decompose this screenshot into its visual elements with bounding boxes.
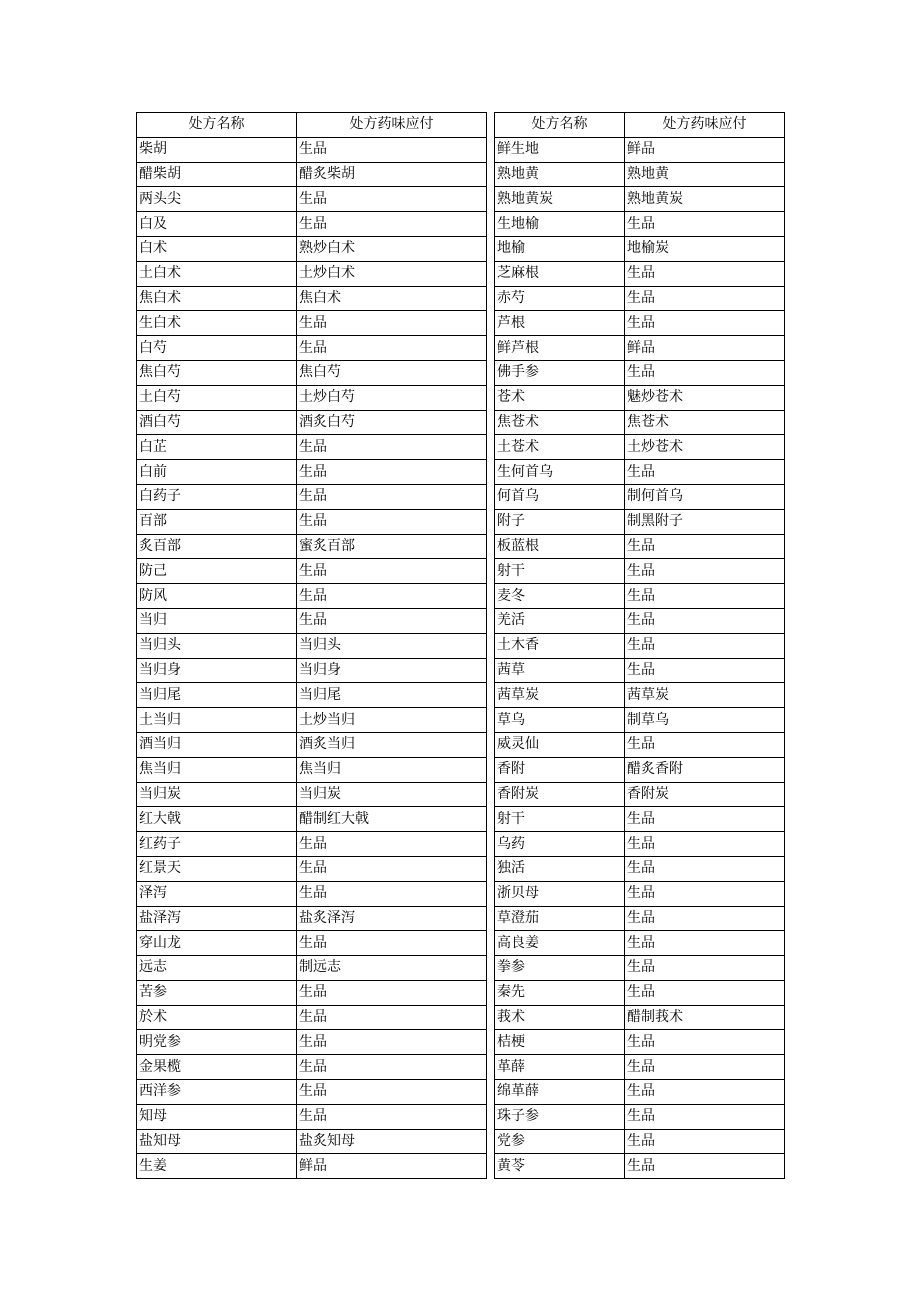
dispensed-herb-cell: 生品 [625, 559, 785, 584]
right-table-body [495, 137, 785, 1178]
table-row [137, 906, 487, 931]
table-header-row [137, 113, 487, 138]
table-row [137, 1030, 487, 1055]
dispensed-herb-cell: 地榆炭 [625, 236, 785, 261]
dispensed-herb-cell: 生品 [297, 1005, 487, 1030]
prescription-name-cell: 黄苓 [495, 1154, 625, 1179]
prescription-name-cell: 当归身 [137, 658, 297, 683]
table-row [137, 1104, 487, 1129]
table-row [495, 1080, 785, 1105]
dispensed-herb-cell: 生品 [625, 856, 785, 881]
table-row [137, 732, 487, 757]
table-row [495, 807, 785, 832]
table-row [495, 360, 785, 385]
table-row [495, 1030, 785, 1055]
prescription-name-cell: 赤芍 [495, 286, 625, 311]
table-row [495, 385, 785, 410]
dispensed-herb-cell: 茜草炭 [625, 683, 785, 708]
header-dispensed-herb: 处方药味应付 [625, 113, 785, 138]
dispensed-herb-cell: 鲜品 [625, 336, 785, 361]
prescription-name-cell: 白芍 [137, 336, 297, 361]
table-row [495, 658, 785, 683]
table-row [495, 931, 785, 956]
dispensed-herb-cell: 生品 [625, 1080, 785, 1105]
dispensed-herb-cell: 熟地黄炭 [625, 187, 785, 212]
table-row [495, 906, 785, 931]
table-row [137, 1129, 487, 1154]
prescription-name-cell: 茜草 [495, 658, 625, 683]
dispensed-herb-cell: 醋制莪术 [625, 1005, 785, 1030]
dispensed-herb-cell: 当归尾 [297, 683, 487, 708]
dispensed-herb-cell: 醋制红大戟 [297, 807, 487, 832]
prescription-name-cell: 金果榄 [137, 1055, 297, 1080]
table-row [495, 832, 785, 857]
dispensed-herb-cell: 生品 [297, 559, 487, 584]
prescription-name-cell: 苍术 [495, 385, 625, 410]
dispensed-herb-cell: 盐炙泽泻 [297, 906, 487, 931]
prescription-name-cell: 羌活 [495, 608, 625, 633]
prescription-name-cell: 芦根 [495, 311, 625, 336]
prescription-name-cell: 柴胡 [137, 137, 297, 162]
dispensed-herb-cell: 鲜品 [625, 137, 785, 162]
dispensed-herb-cell: 生品 [625, 931, 785, 956]
prescription-name-cell: 高良姜 [495, 931, 625, 956]
dispensed-herb-cell: 生品 [625, 360, 785, 385]
prescription-name-cell: 珠子参 [495, 1104, 625, 1129]
dispensed-herb-cell: 生品 [297, 311, 487, 336]
table-row [137, 435, 487, 460]
prescription-name-cell: 醋柴胡 [137, 162, 297, 187]
prescription-name-cell: 土当归 [137, 708, 297, 733]
prescription-name-cell: 秦先 [495, 980, 625, 1005]
left-prescription-table [136, 112, 487, 1179]
prescription-name-cell: 当归炭 [137, 782, 297, 807]
table-row [137, 1080, 487, 1105]
prescription-name-cell: 党参 [495, 1129, 625, 1154]
prescription-name-cell: 生何首乌 [495, 460, 625, 485]
table-row [495, 137, 785, 162]
table-row [495, 683, 785, 708]
table-row [137, 534, 487, 559]
prescription-name-cell: 生白术 [137, 311, 297, 336]
prescription-name-cell: 防风 [137, 584, 297, 609]
dispensed-herb-cell: 生品 [297, 435, 487, 460]
dispensed-herb-cell: 焦白术 [297, 286, 487, 311]
prescription-name-cell: 射干 [495, 559, 625, 584]
table-row [137, 856, 487, 881]
prescription-name-cell: 莪术 [495, 1005, 625, 1030]
prescription-name-cell: 酒白芍 [137, 410, 297, 435]
table-row [137, 261, 487, 286]
prescription-name-cell: 拳参 [495, 956, 625, 981]
dispensed-herb-cell: 生品 [297, 856, 487, 881]
table-row [495, 212, 785, 237]
prescription-name-cell: 浙贝母 [495, 881, 625, 906]
prescription-name-cell: 红景天 [137, 856, 297, 881]
dispensed-herb-cell: 生品 [625, 956, 785, 981]
prescription-name-cell: 白药子 [137, 484, 297, 509]
header-dispensed-herb: 处方药味应付 [297, 113, 487, 138]
table-row [495, 534, 785, 559]
table-row [137, 807, 487, 832]
prescription-name-cell: 土白术 [137, 261, 297, 286]
dispensed-herb-cell: 生品 [625, 832, 785, 857]
table-row [495, 1005, 785, 1030]
table-row [495, 559, 785, 584]
dispensed-herb-cell: 生品 [625, 1129, 785, 1154]
table-row [495, 1154, 785, 1179]
table-row [495, 732, 785, 757]
dispensed-herb-cell: 生品 [297, 931, 487, 956]
table-row [137, 1154, 487, 1179]
table-row [137, 385, 487, 410]
prescription-name-cell: 独活 [495, 856, 625, 881]
table-row [495, 410, 785, 435]
prescription-name-cell: 射干 [495, 807, 625, 832]
prescription-name-cell: 土苍术 [495, 435, 625, 460]
prescription-name-cell: 焦苍术 [495, 410, 625, 435]
dispensed-herb-cell: 生品 [297, 509, 487, 534]
prescription-name-cell: 两头尖 [137, 187, 297, 212]
prescription-name-cell: 於术 [137, 1005, 297, 1030]
prescription-name-cell: 白及 [137, 212, 297, 237]
table-row [137, 410, 487, 435]
table-row [137, 708, 487, 733]
prescription-name-cell: 防己 [137, 559, 297, 584]
prescription-name-cell: 明党参 [137, 1030, 297, 1055]
table-row [137, 187, 487, 212]
table-row [495, 1129, 785, 1154]
prescription-name-cell: 桔梗 [495, 1030, 625, 1055]
table-header-row [495, 113, 785, 138]
dispensed-herb-cell: 制黑附子 [625, 509, 785, 534]
prescription-name-cell: 绵革薛 [495, 1080, 625, 1105]
prescription-name-cell: 芝麻根 [495, 261, 625, 286]
dispensed-herb-cell: 生品 [625, 807, 785, 832]
dispensed-herb-cell: 生品 [625, 633, 785, 658]
dispensed-herb-cell: 盐炙知母 [297, 1129, 487, 1154]
prescription-name-cell: 红大戟 [137, 807, 297, 832]
dispensed-herb-cell: 焦白芍 [297, 360, 487, 385]
table-row [137, 311, 487, 336]
prescription-name-cell: 泽泻 [137, 881, 297, 906]
table-row [137, 881, 487, 906]
dispensed-herb-cell: 生品 [297, 1104, 487, 1129]
prescription-name-cell: 佛手参 [495, 360, 625, 385]
table-row [495, 881, 785, 906]
table-row [137, 212, 487, 237]
table-row [137, 608, 487, 633]
table-row [495, 460, 785, 485]
table-row [137, 956, 487, 981]
dispensed-herb-cell: 香附炭 [625, 782, 785, 807]
dispensed-herb-cell: 生品 [297, 608, 487, 633]
prescription-name-cell: 革薛 [495, 1055, 625, 1080]
prescription-name-cell: 附子 [495, 509, 625, 534]
dispensed-herb-cell: 生品 [625, 980, 785, 1005]
table-row [495, 1104, 785, 1129]
dispensed-herb-cell: 生品 [625, 1154, 785, 1179]
dispensed-herb-cell: 生品 [625, 658, 785, 683]
dispensed-herb-cell: 熟地黄 [625, 162, 785, 187]
table-row [137, 509, 487, 534]
left-table-body [137, 137, 487, 1178]
dispensed-herb-cell: 土炒白术 [297, 261, 487, 286]
table-row [495, 336, 785, 361]
dispensed-herb-cell: 制草乌 [625, 708, 785, 733]
table-row [137, 286, 487, 311]
table-row [495, 162, 785, 187]
right-prescription-table [494, 112, 785, 1179]
prescription-name-cell: 远志 [137, 956, 297, 981]
dispensed-herb-cell: 制何首乌 [625, 484, 785, 509]
table-row [137, 137, 487, 162]
table-row [495, 757, 785, 782]
table-row [137, 931, 487, 956]
table-row [137, 782, 487, 807]
table-row [495, 261, 785, 286]
header-prescription-name: 处方名称 [495, 113, 625, 138]
table-row [495, 980, 785, 1005]
prescription-name-cell: 麦冬 [495, 584, 625, 609]
dispensed-herb-cell: 当归炭 [297, 782, 487, 807]
dispensed-herb-cell: 生品 [297, 336, 487, 361]
dispensed-herb-cell: 醋炙香附 [625, 757, 785, 782]
table-row [495, 584, 785, 609]
prescription-name-cell: 熟地黄炭 [495, 187, 625, 212]
prescription-name-cell: 酒当归 [137, 732, 297, 757]
table-row [137, 460, 487, 485]
dispensed-herb-cell: 生品 [297, 187, 487, 212]
prescription-name-cell: 白术 [137, 236, 297, 261]
dispensed-herb-cell: 生品 [297, 832, 487, 857]
dispensed-herb-cell: 生品 [297, 1030, 487, 1055]
dispensed-herb-cell: 生品 [625, 460, 785, 485]
prescription-name-cell: 西洋参 [137, 1080, 297, 1105]
table-row [495, 608, 785, 633]
prescription-name-cell: 鲜芦根 [495, 336, 625, 361]
prescription-name-cell: 炙百部 [137, 534, 297, 559]
dispensed-herb-cell: 生品 [625, 608, 785, 633]
prescription-name-cell: 当归头 [137, 633, 297, 658]
prescription-name-cell: 草乌 [495, 708, 625, 733]
dispensed-herb-cell: 土炒白芍 [297, 385, 487, 410]
dispensed-herb-cell: 焦苍术 [625, 410, 785, 435]
table-row [495, 509, 785, 534]
prescription-name-cell: 香附 [495, 757, 625, 782]
table-row [137, 559, 487, 584]
prescription-name-cell: 茜草炭 [495, 683, 625, 708]
prescription-name-cell: 焦白芍 [137, 360, 297, 385]
table-row [495, 286, 785, 311]
prescription-name-cell: 生姜 [137, 1154, 297, 1179]
table-row [495, 484, 785, 509]
prescription-name-cell: 地榆 [495, 236, 625, 261]
prescription-name-cell: 当归尾 [137, 683, 297, 708]
prescription-name-cell: 当归 [137, 608, 297, 633]
table-row [137, 683, 487, 708]
dispensed-herb-cell: 生品 [625, 1030, 785, 1055]
dispensed-herb-cell: 土炒苍术 [625, 435, 785, 460]
prescription-name-cell: 苦参 [137, 980, 297, 1005]
table-row [137, 360, 487, 385]
dispensed-herb-cell: 生品 [625, 311, 785, 336]
table-row [137, 1055, 487, 1080]
header-prescription-name: 处方名称 [137, 113, 297, 138]
dispensed-herb-cell: 生品 [625, 534, 785, 559]
dispensed-herb-cell: 生品 [297, 1055, 487, 1080]
table-row [137, 236, 487, 261]
dispensed-herb-cell: 生品 [297, 980, 487, 1005]
prescription-name-cell: 生地榆 [495, 212, 625, 237]
prescription-name-cell: 鲜生地 [495, 137, 625, 162]
table-row [137, 658, 487, 683]
dispensed-herb-cell: 生品 [297, 137, 487, 162]
table-row [137, 484, 487, 509]
dispensed-herb-cell: 生品 [625, 906, 785, 931]
prescription-name-cell: 百部 [137, 509, 297, 534]
dispensed-herb-cell: 生品 [625, 1104, 785, 1129]
table-row [495, 311, 785, 336]
prescription-name-cell: 何首乌 [495, 484, 625, 509]
dispensed-herb-cell: 生品 [625, 732, 785, 757]
table-row [137, 633, 487, 658]
prescription-name-cell: 盐知母 [137, 1129, 297, 1154]
prescription-name-cell: 土木香 [495, 633, 625, 658]
table-row [137, 584, 487, 609]
prescription-name-cell: 焦白术 [137, 286, 297, 311]
prescription-name-cell: 白芷 [137, 435, 297, 460]
dispensed-herb-cell: 生品 [625, 1055, 785, 1080]
dispensed-herb-cell: 魅炒苍术 [625, 385, 785, 410]
table-row [495, 856, 785, 881]
dispensed-herb-cell: 土炒当归 [297, 708, 487, 733]
prescription-name-cell: 香附炭 [495, 782, 625, 807]
prescription-name-cell: 土白芍 [137, 385, 297, 410]
table-row [495, 1055, 785, 1080]
dispensed-herb-cell: 蜜炙百部 [297, 534, 487, 559]
dispensed-herb-cell: 生品 [297, 584, 487, 609]
table-row [137, 336, 487, 361]
prescription-name-cell: 知母 [137, 1104, 297, 1129]
table-row [137, 832, 487, 857]
table-row [495, 708, 785, 733]
dispensed-herb-cell: 生品 [625, 584, 785, 609]
table-row [495, 956, 785, 981]
dispensed-herb-cell: 生品 [625, 881, 785, 906]
prescription-name-cell: 草澄茄 [495, 906, 625, 931]
dispensed-herb-cell: 醋炙柴胡 [297, 162, 487, 187]
dispensed-herb-cell: 生品 [297, 460, 487, 485]
table-row [495, 187, 785, 212]
prescription-name-cell: 乌药 [495, 832, 625, 857]
table-row [495, 782, 785, 807]
prescription-name-cell: 白前 [137, 460, 297, 485]
table-row [495, 435, 785, 460]
dispensed-herb-cell: 生品 [625, 212, 785, 237]
dispensed-herb-cell: 酒炙当归 [297, 732, 487, 757]
table-row [137, 1005, 487, 1030]
dispensed-herb-cell: 生品 [297, 1080, 487, 1105]
dispensed-herb-cell: 熟炒白术 [297, 236, 487, 261]
dispensed-herb-cell: 生品 [297, 484, 487, 509]
table-row [137, 757, 487, 782]
prescription-name-cell: 熟地黄 [495, 162, 625, 187]
dispensed-herb-cell: 鲜品 [297, 1154, 487, 1179]
dispensed-herb-cell: 当归身 [297, 658, 487, 683]
prescription-name-cell: 威灵仙 [495, 732, 625, 757]
prescription-name-cell: 红药子 [137, 832, 297, 857]
dispensed-herb-cell: 酒炙白芍 [297, 410, 487, 435]
dispensed-herb-cell: 生品 [297, 212, 487, 237]
table-row [137, 980, 487, 1005]
dispensed-herb-cell: 生品 [297, 881, 487, 906]
prescription-name-cell: 板蓝根 [495, 534, 625, 559]
dispensed-herb-cell: 生品 [625, 261, 785, 286]
dispensed-herb-cell: 生品 [625, 286, 785, 311]
prescription-name-cell: 穿山龙 [137, 931, 297, 956]
dispensed-herb-cell: 制远志 [297, 956, 487, 981]
table-row [137, 162, 487, 187]
dispensed-herb-cell: 当归头 [297, 633, 487, 658]
table-row [495, 633, 785, 658]
table-row [495, 236, 785, 261]
prescription-name-cell: 盐泽泻 [137, 906, 297, 931]
dispensed-herb-cell: 焦当归 [297, 757, 487, 782]
prescription-name-cell: 焦当归 [137, 757, 297, 782]
